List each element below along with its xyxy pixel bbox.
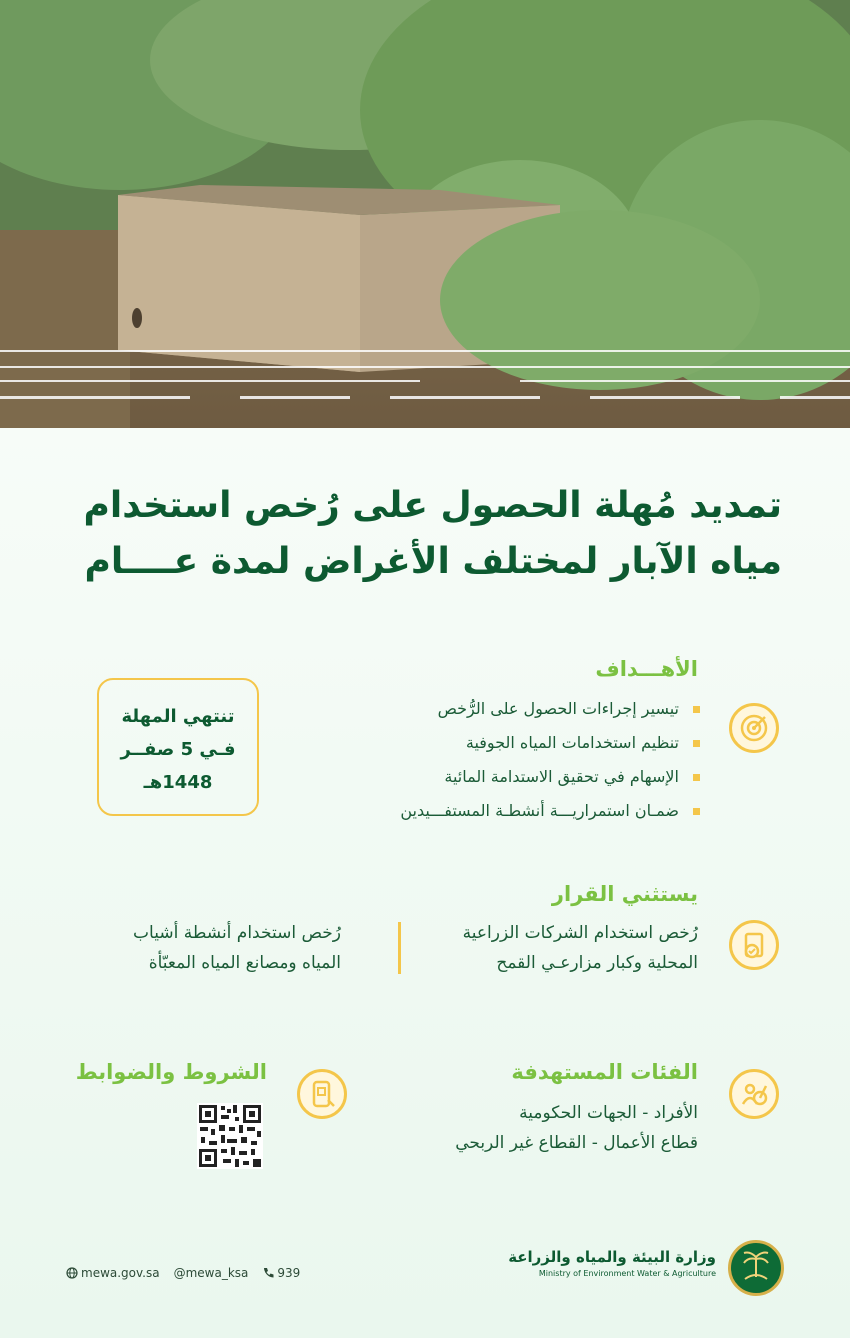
deadline-line-1: تنتهي المهلة — [121, 706, 235, 727]
exception-left-line-1: رُخص استخدام أنشطة أشياب — [133, 923, 341, 943]
ministry-name-en: Ministry of Environment Water & Agriculture — [538, 1269, 716, 1278]
title-line-2: مياه الآبار لمختلف الأغراض لمدة عــــام — [84, 541, 782, 582]
hero-photo — [0, 0, 850, 428]
target-line-2: قطاع الأعمال - القطاع غير الربحي — [455, 1133, 698, 1153]
website-link[interactable] — [66, 1266, 160, 1280]
title-line-1: تمديد مُهلة الحصول على رُخص استخدام — [83, 485, 782, 526]
qr-code[interactable] — [197, 1103, 263, 1169]
deadline-line-2: فـي 5 صفــر — [120, 739, 236, 760]
ministry-name-ar: وزارة البيئة والمياه والزراعة — [508, 1248, 716, 1266]
palm-swords-icon — [731, 1243, 781, 1293]
footer-contacts — [66, 1266, 300, 1280]
exception-right-line-1: رُخص استخدام الشركات الزراعية — [462, 923, 698, 943]
mobile-scan-icon — [297, 1069, 347, 1119]
people-target-icon — [729, 1069, 779, 1119]
page-title — [62, 478, 782, 590]
goal-item-2: تنظيم استخدامات المياه الجوفية — [300, 731, 700, 755]
handle-text: @mewa_ksa — [173, 1266, 249, 1280]
terms-heading: الشروط والضوابط — [75, 1060, 267, 1084]
target-icon — [729, 703, 779, 753]
phone-text: 939 — [277, 1266, 301, 1280]
well-photo-illustration — [0, 0, 850, 428]
social-handle[interactable] — [174, 1266, 249, 1280]
document-check-icon — [729, 920, 779, 970]
website-text: mewa.gov.sa — [81, 1266, 160, 1280]
goal-item-1: تيسير إجراءات الحصول على الرُّخص — [300, 697, 700, 721]
target-heading: الفئات المستهدفة — [511, 1060, 698, 1084]
deadline-line-3: 1448هـ — [143, 772, 213, 793]
target-line-1: الأفراد - الجهات الحكومية — [519, 1103, 698, 1123]
goal-item-4: ضمـان استمراريـــة أنشطـة المستفـــيدين — [300, 799, 700, 823]
phone-icon — [262, 1267, 274, 1279]
target-groups — [358, 1098, 698, 1158]
phone-link[interactable] — [262, 1266, 300, 1280]
exception-right-line-2: المحلية وكبار مزارعـي القمح — [496, 953, 698, 973]
ministry-name — [508, 1248, 716, 1278]
exception-left — [81, 918, 341, 978]
exception-left-line-2: المياه ومصانع المياه المعبّأة — [148, 953, 341, 973]
exceptions-divider — [398, 922, 401, 974]
deadline-box — [97, 678, 259, 816]
ministry-logo — [728, 1240, 784, 1296]
goals-heading: الأهـــداف — [595, 657, 698, 681]
goal-item-3: الإسهام في تحقيق الاستدامة المائية — [300, 765, 700, 789]
exceptions-heading: يستثني القرار — [551, 882, 698, 906]
exception-right — [398, 918, 698, 978]
globe-icon — [66, 1267, 78, 1279]
